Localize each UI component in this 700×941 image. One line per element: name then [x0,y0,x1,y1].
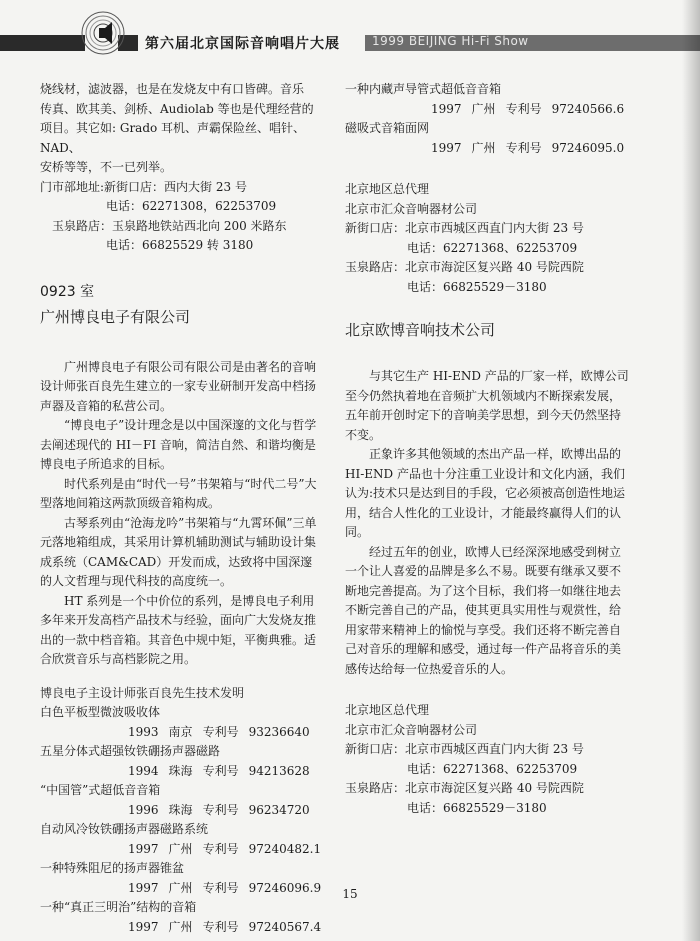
patent-city: 珠海 [168,763,193,778]
patent-city: 广州 [168,841,193,856]
yuquan-phone: 电话：66825529 转 3180 [106,238,254,252]
yuquan-label: 玉泉路店： [345,260,406,274]
patent-city: 珠海 [168,802,193,817]
room-number: 0923 室 [40,283,95,300]
yuquan-phone: 电话：66825529－3180 [407,800,547,815]
yuquan-address: 北京市海淀区复兴路 40 号院西院 [405,260,584,274]
patent-number: 97246096.9 [248,880,322,895]
patent-item [40,820,322,859]
paragraph: 广州博良电子有限公司有限公司是由著名的音响设计师张百良先生建立的一家专业研制开发高中档扬声器及音箱的私营公司。 [40,359,317,413]
right-column [345,80,630,818]
xinjiekou-phone: 电话：62271368、62253709 [407,761,578,776]
patent-year: 1994 [128,763,159,778]
speaker-logo-icon [80,10,126,56]
patent-city: 广州 [168,919,193,934]
agent-block [345,180,630,297]
xinjiekou-address: 北京市西城区西直门内大街 23 号 [405,742,584,756]
patent-year: 1996 [128,802,159,817]
patent-label: 专利号 [202,841,239,856]
patent-city: 南京 [168,724,193,739]
page-edge-shadow [682,0,700,941]
patent-city: 广州 [471,101,496,116]
xinjiekou-label: 新街口店： [345,221,406,235]
patent-item [40,742,322,781]
patent-name: 一种“真正三明治”结构的音箱 [40,900,197,914]
patent-name: 一种特殊阻尼的扬声器锥盆 [40,861,185,875]
xinjiekou-address-row [345,219,630,239]
paragraph: HT 系列是一个中价位的系列，是博良电子利用多年来开发高档产品技术与经验，面向广大发烧友推出的一款中档音箱。其音色中规中矩，平衡典雅。适合欣赏音乐与高档影院之用。 [40,593,317,666]
intro-line: 烧线材，滤波器，也是在发烧友中有口皆碑。音乐 [40,82,305,96]
agent-block [345,701,630,818]
intro-line: 安桥等等，不一已列举。 [40,160,173,174]
patent-name: 自动风冷钕铁硼扬声器磁路系统 [40,822,209,836]
patent-label: 专利号 [202,919,239,934]
yuquan-label: 玉泉路店： [52,218,113,233]
patent-label: 专利号 [505,101,542,116]
paragraph: 与其它生产 HI-END 产品的厂家一样，欧博公司至今仍然执着地在音频扩大机领域内不断探索发展，五年前开创时定下的音响美学思想，到今天仍然坚持不变。 [345,369,629,442]
left-column [40,80,322,937]
company-name: 北京欧博音响技术公司 [345,321,496,339]
yuquan-address: 玉泉路地铁站西北向 200 米路东 [112,218,287,233]
patent-year: 1997 [128,880,159,895]
patent-item [345,119,630,158]
agent-company: 北京市汇众音响器材公司 [345,722,478,737]
paragraph: 时代系列是由“时代一号”书架箱与“时代二号”大型落地间箱这两款顶级音箱构成。 [40,476,317,510]
xinjiekou-address: 北京市西城区西直门内大街 23 号 [405,221,584,235]
xinjiekou-phone: 电话：62271368、62253709 [407,240,578,255]
patent-item [40,781,322,820]
patent-year: 1997 [431,101,462,116]
patent-label: 专利号 [202,724,239,739]
yuquan-address-row [345,258,630,278]
agent-company: 北京市汇众音响器材公司 [345,201,478,216]
page-number: 15 [342,887,358,901]
patent-city: 广州 [168,880,193,895]
patent-name: 五星分体式超强钕铁硼扬声器磁路 [40,744,221,758]
xinjiekou-address-row [345,740,630,760]
header-subtitle: 1999 BEIJING Hi-Fi Show [372,34,529,48]
patent-item [40,703,322,742]
store-address-row [40,178,322,198]
intro-line: 传真、欧其美、剑桥、Audiolab 等也是代理经营的 [40,101,314,116]
patent-year: 1993 [128,724,159,739]
paragraph: 经过五年的创业，欧博人已经深深地感受到树立一个让人喜爱的品牌是多么不易。既要有继承又要不断地完善提高。为了这个目标，我们将一如继往地去不断完善自己的产品，使其更具实用性与观赏性，给用家带来精神上的愉悦与享受。我们还将不断完善自己对音乐的理解和感受，通过每一件产品将音乐的美感传达给每一位热爱音乐的人。 [345,544,622,676]
agent-title: 北京地区总代理 [345,703,430,717]
patent-item [345,80,630,119]
paragraph: 古琴系列由“沧海龙吟”书架箱与“九霄环佩”三单元落地箱组成，其采用计算机辅助测试与辅助设计集成系统（CAM&CAD）开发而成，达致将中国深邃的人文哲理与现代科技的高度统一。 [40,515,317,588]
patent-item [40,898,322,937]
paragraph: “博良电子”设计理念是以中国深邃的文化与哲学去阐述现代的 HI－FI 音响，简洁自然、和谐均衡是博良电子所追求的目标。 [40,418,317,471]
patent-city: 广州 [471,140,496,155]
patent-label: 专利号 [202,880,239,895]
yuquan-address-row [40,217,322,237]
patent-number: 97240482.1 [248,841,322,856]
agent-title: 北京地区总代理 [345,182,430,196]
patent-label: 专利号 [202,763,239,778]
patent-number: 97240566.6 [551,101,625,116]
patent-number: 97240567.4 [248,919,322,934]
store-label: 门市部地址: [40,179,105,194]
patents-heading: 博良电子主设计师张百良先生技术发明 [40,685,245,700]
yuquan-address: 北京市海淀区复兴路 40 号院西院 [405,781,584,795]
patent-number: 97246095.0 [551,140,625,155]
yuquan-address-row [345,779,630,799]
patent-year: 1997 [128,919,159,934]
header-title: 第六届北京国际音响唱片大展 [145,36,340,52]
patent-year: 1997 [128,841,159,856]
store-address: 新街口店：西内大街 23 号 [104,179,247,194]
patent-name: 白色平板型微波吸收体 [40,705,161,719]
yuquan-phone: 电话：66825529－3180 [407,279,547,294]
store-phone: 电话：62271308，62253709 [106,199,277,213]
patent-number: 94213628 [248,763,310,778]
intro-line: 项目。其它如: Grado 耳机、声霸保险丝、唱针、NAD、 [40,121,306,155]
company-name: 广州博良电子有限公司 [40,307,191,326]
patent-label: 专利号 [202,802,239,817]
patent-label: 专利号 [505,140,542,155]
paragraph: 正象许多其他领域的杰出产品一样，欧博出品的 HI-END 产品也十分注重工业设计和文化内涵，我们认为:技术只是达到目的手段，它必须被高创造性地运用，结合人性化的工业设计，才能最终赢得人们的认同。 [345,447,626,539]
yuquan-label: 玉泉路店： [345,781,406,795]
xinjiekou-label: 新街口店： [345,742,406,756]
patent-list [40,703,322,937]
patent-number: 93236640 [248,724,310,739]
patent-number: 96234720 [248,802,310,817]
header-bar-left [0,35,85,51]
patent-name: 一种内藏声导管式超低音音箱 [345,82,502,96]
patent-name: “中国管”式超低音音箱 [40,783,161,797]
patent-name: 磁吸式音箱面网 [345,121,430,135]
patent-year: 1997 [431,140,462,155]
